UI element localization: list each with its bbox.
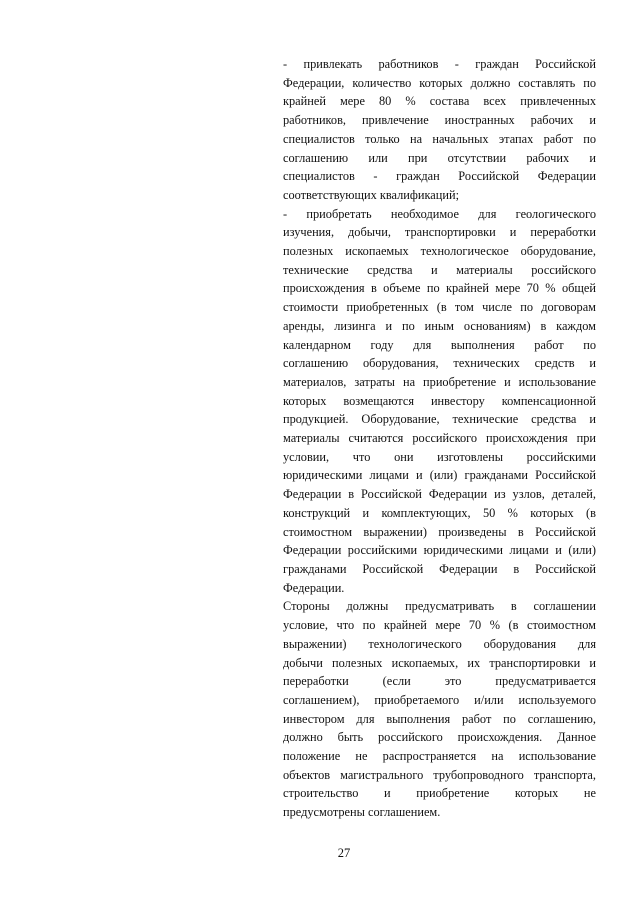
text-line: соглашению или при отсутствии рабочих и: [283, 150, 596, 165]
text-line: условии, что они изготовлены российскими: [283, 449, 596, 464]
text-line: Федерации, количество которых должно составлять по: [283, 75, 596, 90]
text-line: условие, что по крайней мере 70 % (в стоимостном: [283, 618, 596, 633]
text-line: Стороны должны предусматривать в соглашении: [283, 599, 596, 614]
text-line: Федерации российскими юридическими лицами и (или): [283, 543, 596, 558]
text-line: работников, привлечение иностранных рабочих и: [283, 113, 596, 128]
text-line: изучения, добычи, транспортировки и переработки: [283, 225, 596, 240]
text-line: инвестором для выполнения работ по соглашению,: [283, 711, 596, 726]
text-line: происхождения в объеме по крайней мере 70 % общей: [283, 281, 596, 296]
text-line: технические средства и материалы российского: [283, 262, 596, 277]
text-line: аренды, лизинга и по иным основаниям) в каждом: [283, 318, 596, 333]
text-line: соответствующих квалификаций;: [283, 187, 460, 202]
text-line: которых возмещаются инвестору компенсационной: [283, 393, 596, 408]
text-line: Федерации.: [283, 580, 345, 595]
text-line: соглашением), приобретаемого и/или используемого: [283, 692, 596, 707]
text-line: предусмотрены соглашением.: [283, 805, 441, 820]
text-line: крайней мере 80 % состава всех привлеченных: [283, 94, 596, 109]
text-line: продукцией. Оборудование, технические средства и: [283, 412, 596, 427]
paragraph-item-workers: [283, 55, 596, 205]
text-line: полезных ископаемых технологическое оборудование,: [283, 244, 596, 259]
text-line: материалов, затраты на приобретение и использование: [283, 374, 596, 389]
text-line: выражении) технологического оборудования для: [283, 636, 596, 651]
text-line: строительство и приобретение которых не: [283, 786, 596, 801]
text-line: - привлекать работников - граждан Российской: [283, 57, 596, 71]
paragraph-parties-clause: [283, 597, 596, 821]
page-number: 27: [337, 846, 351, 860]
text-line: переработки (если это предусматривается: [283, 674, 596, 689]
text-line: должно быть российского происхождения. Данное: [283, 730, 596, 745]
text-line: положение не распространяется на использование: [283, 749, 596, 764]
body-text: [283, 55, 596, 822]
text-line: стоимостном выражении) произведены в Российской: [283, 524, 596, 539]
text-line: стоимости приобретенных (в том числе по договорам: [283, 300, 596, 315]
text-line: специалистов только на начальных этапах работ по: [283, 131, 596, 146]
text-line: юридическими лицами и (или) гражданами Российской: [283, 468, 596, 483]
text-line: конструкций и комплектующих, 50 % которых (в: [283, 505, 596, 520]
paragraph-item-equipment: [283, 205, 596, 598]
text-line: - приобретать необходимое для геологического: [283, 206, 596, 221]
text-line: материалы считаются российского происхождения при: [283, 431, 596, 446]
text-line: календарном году для выполнения работ по: [283, 337, 596, 352]
text-line: Федерации в Российской Федерации из узлов, деталей,: [283, 487, 596, 502]
text-line: добычи полезных ископаемых, их транспортировки и: [283, 655, 596, 670]
text-line: объектов магистрального трубопроводного транспорта,: [283, 767, 596, 782]
text-line: гражданами Российской Федерации в Российской: [283, 561, 596, 576]
text-line: специалистов - граждан Российской Федерации: [283, 169, 596, 184]
text-line: соглашению оборудования, технических средств и: [283, 356, 596, 371]
